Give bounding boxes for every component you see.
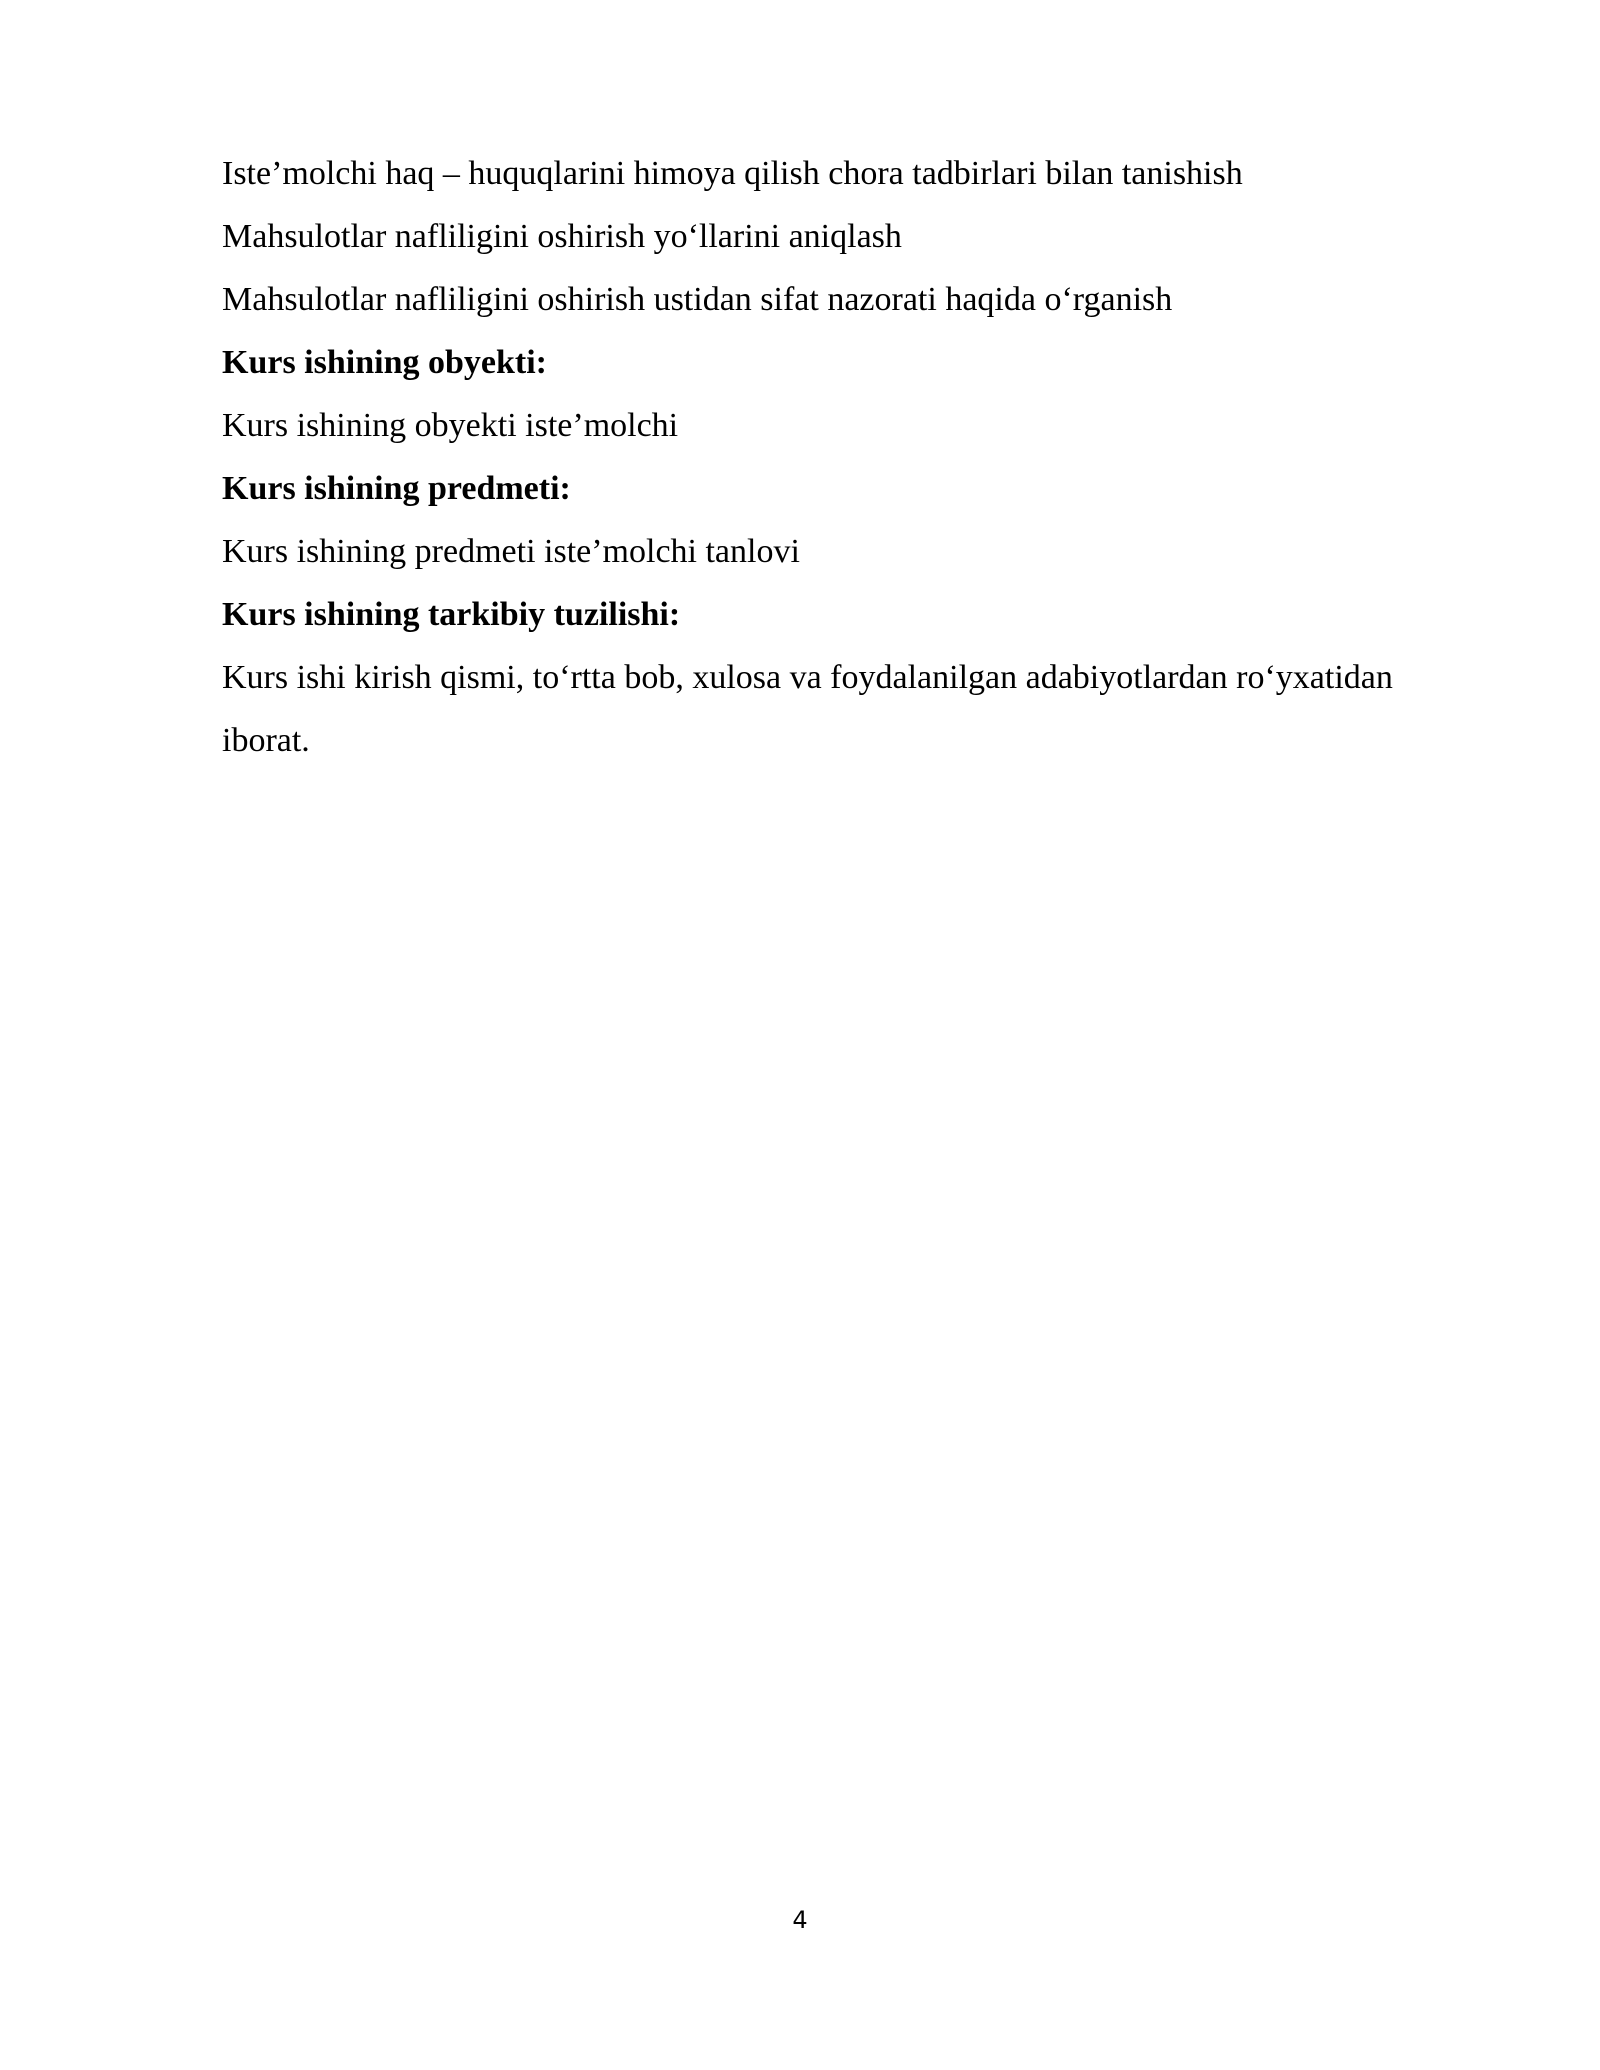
- subject-heading: Kurs ishining predmeti:: [222, 470, 571, 507]
- task-line-3: Mahsulotlar nafliligini oshirish ustidan sifat nazorati haqida o‘rganish: [222, 281, 1173, 318]
- task-line-2: Mahsulotlar nafliligini oshirish yo‘llarini aniqlash: [222, 218, 902, 255]
- document-body: [222, 142, 1522, 772]
- subject-text: Kurs ishining predmeti iste’molchi tanlovi: [222, 533, 800, 570]
- structure-text-line-2: iborat.: [222, 722, 310, 759]
- page-number: 4: [792, 1906, 808, 1934]
- object-text: Kurs ishining obyekti iste’molchi: [222, 407, 679, 444]
- task-line-1: Iste’molchi haq – huquqlarini himoya qilish chora tadbirlari bilan tanishish: [222, 155, 1243, 192]
- object-heading: Kurs ishining obyekti:: [222, 344, 547, 381]
- structure-heading: Kurs ishining tarkibiy tuzilishi:: [222, 596, 681, 633]
- structure-text-line-1: Kurs ishi kirish qismi, to‘rtta bob, xulosa va foydalanilgan adabiyotlardan ro‘yxatidan: [222, 659, 1393, 696]
